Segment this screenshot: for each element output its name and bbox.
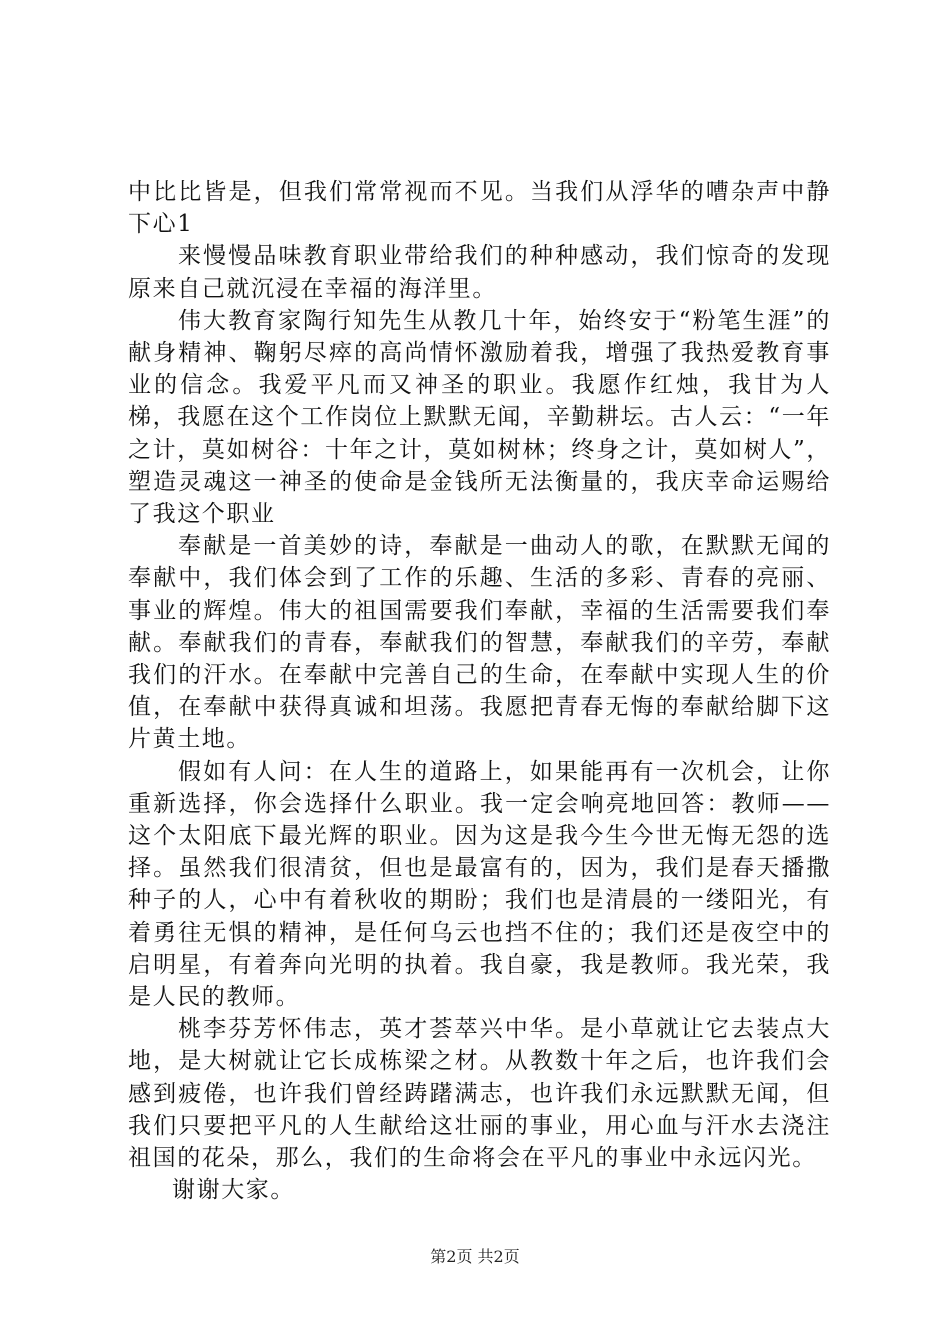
paragraph-continued: 中比比皆是，但我们常常视而不见。当我们从浮华的嘈杂声中静下心1 (128, 179, 831, 238)
paragraph: 来慢慢品味教育职业带给我们的种种感动，我们惊奇的发现原来自己就沉浸在幸福的海洋里。 (128, 243, 831, 302)
paragraph: 假如有人问：在人生的道路上，如果能再有一次机会，让你重新选择，你会选择什么职业。我一定会响亮地回答：教师——这个太阳底下最光辉的职业。因为这是我今生今世无悔无怨的选择。虽然我们很清贫，但也是最富有的，因为，我们是春天播撒种子的人，心中有着秋收的期盼；我们也是清晨的一缕阳光，有着勇往无惧的精神，是任何乌云也挡不住的；我们还是夜空中的启明星，有着奔向光明的执着。我自豪，我是教师。我光荣，我是人民的教师。 (128, 758, 831, 1011)
paragraph: 桃李芬芳怀伟志，英才荟萃兴中华。是小草就让它去装点大地，是大树就让它长成栋梁之材。从教数十年之后，也许我们会感到疲倦，也许我们曾经踌躇满志，也许我们永远默默无闻，但我们只要把平凡的人生献给这壮丽的事业，用心血与汗水去浇注祖国的花朵，那么，我们的生命将会在平凡的事业中永远闪光。 (128, 1016, 831, 1172)
paragraph: 奉献是一首美妙的诗，奉献是一曲动人的歌，在默默无闻的奉献中，我们体会到了工作的乐趣、生活的多彩、青春的亮丽、事业的辉煌。伟大的祖国需要我们奉献，幸福的生活需要我们奉献。奉献我们的青春，奉献我们的智慧，奉献我们的辛劳，奉献我们的汗水。在奉献中完善自己的生命，在奉献中实现人生的价值，在奉献中获得真诚和坦荡。我愿把青春无悔的奉献给脚下这片黄土地。 (128, 533, 831, 753)
paragraph: 伟大教育家陶行知先生从教几十年，始终安于“粉笔生涯”的献身精神、鞠躬尽瘁的高尚情怀激励着我，增强了我热爱教育事业的信念。我爱平凡而又神圣的职业。我愿作红烛，我甘为人梯，我愿在这个工作岗位上默默无闻，辛勤耕坛。古人云：“一年之计，莫如树谷：十年之计，莫如树林；终身之计，莫如树人”，塑造灵魂这一神圣的使命是金钱所无法衡量的，我庆幸命运赐给了我这个职业 (128, 307, 831, 528)
page-footer: 第2页 共2页 (430, 1247, 520, 1266)
closing-paragraph: 谢谢大家。 (172, 1177, 295, 1204)
document-body (128, 176, 831, 1207)
